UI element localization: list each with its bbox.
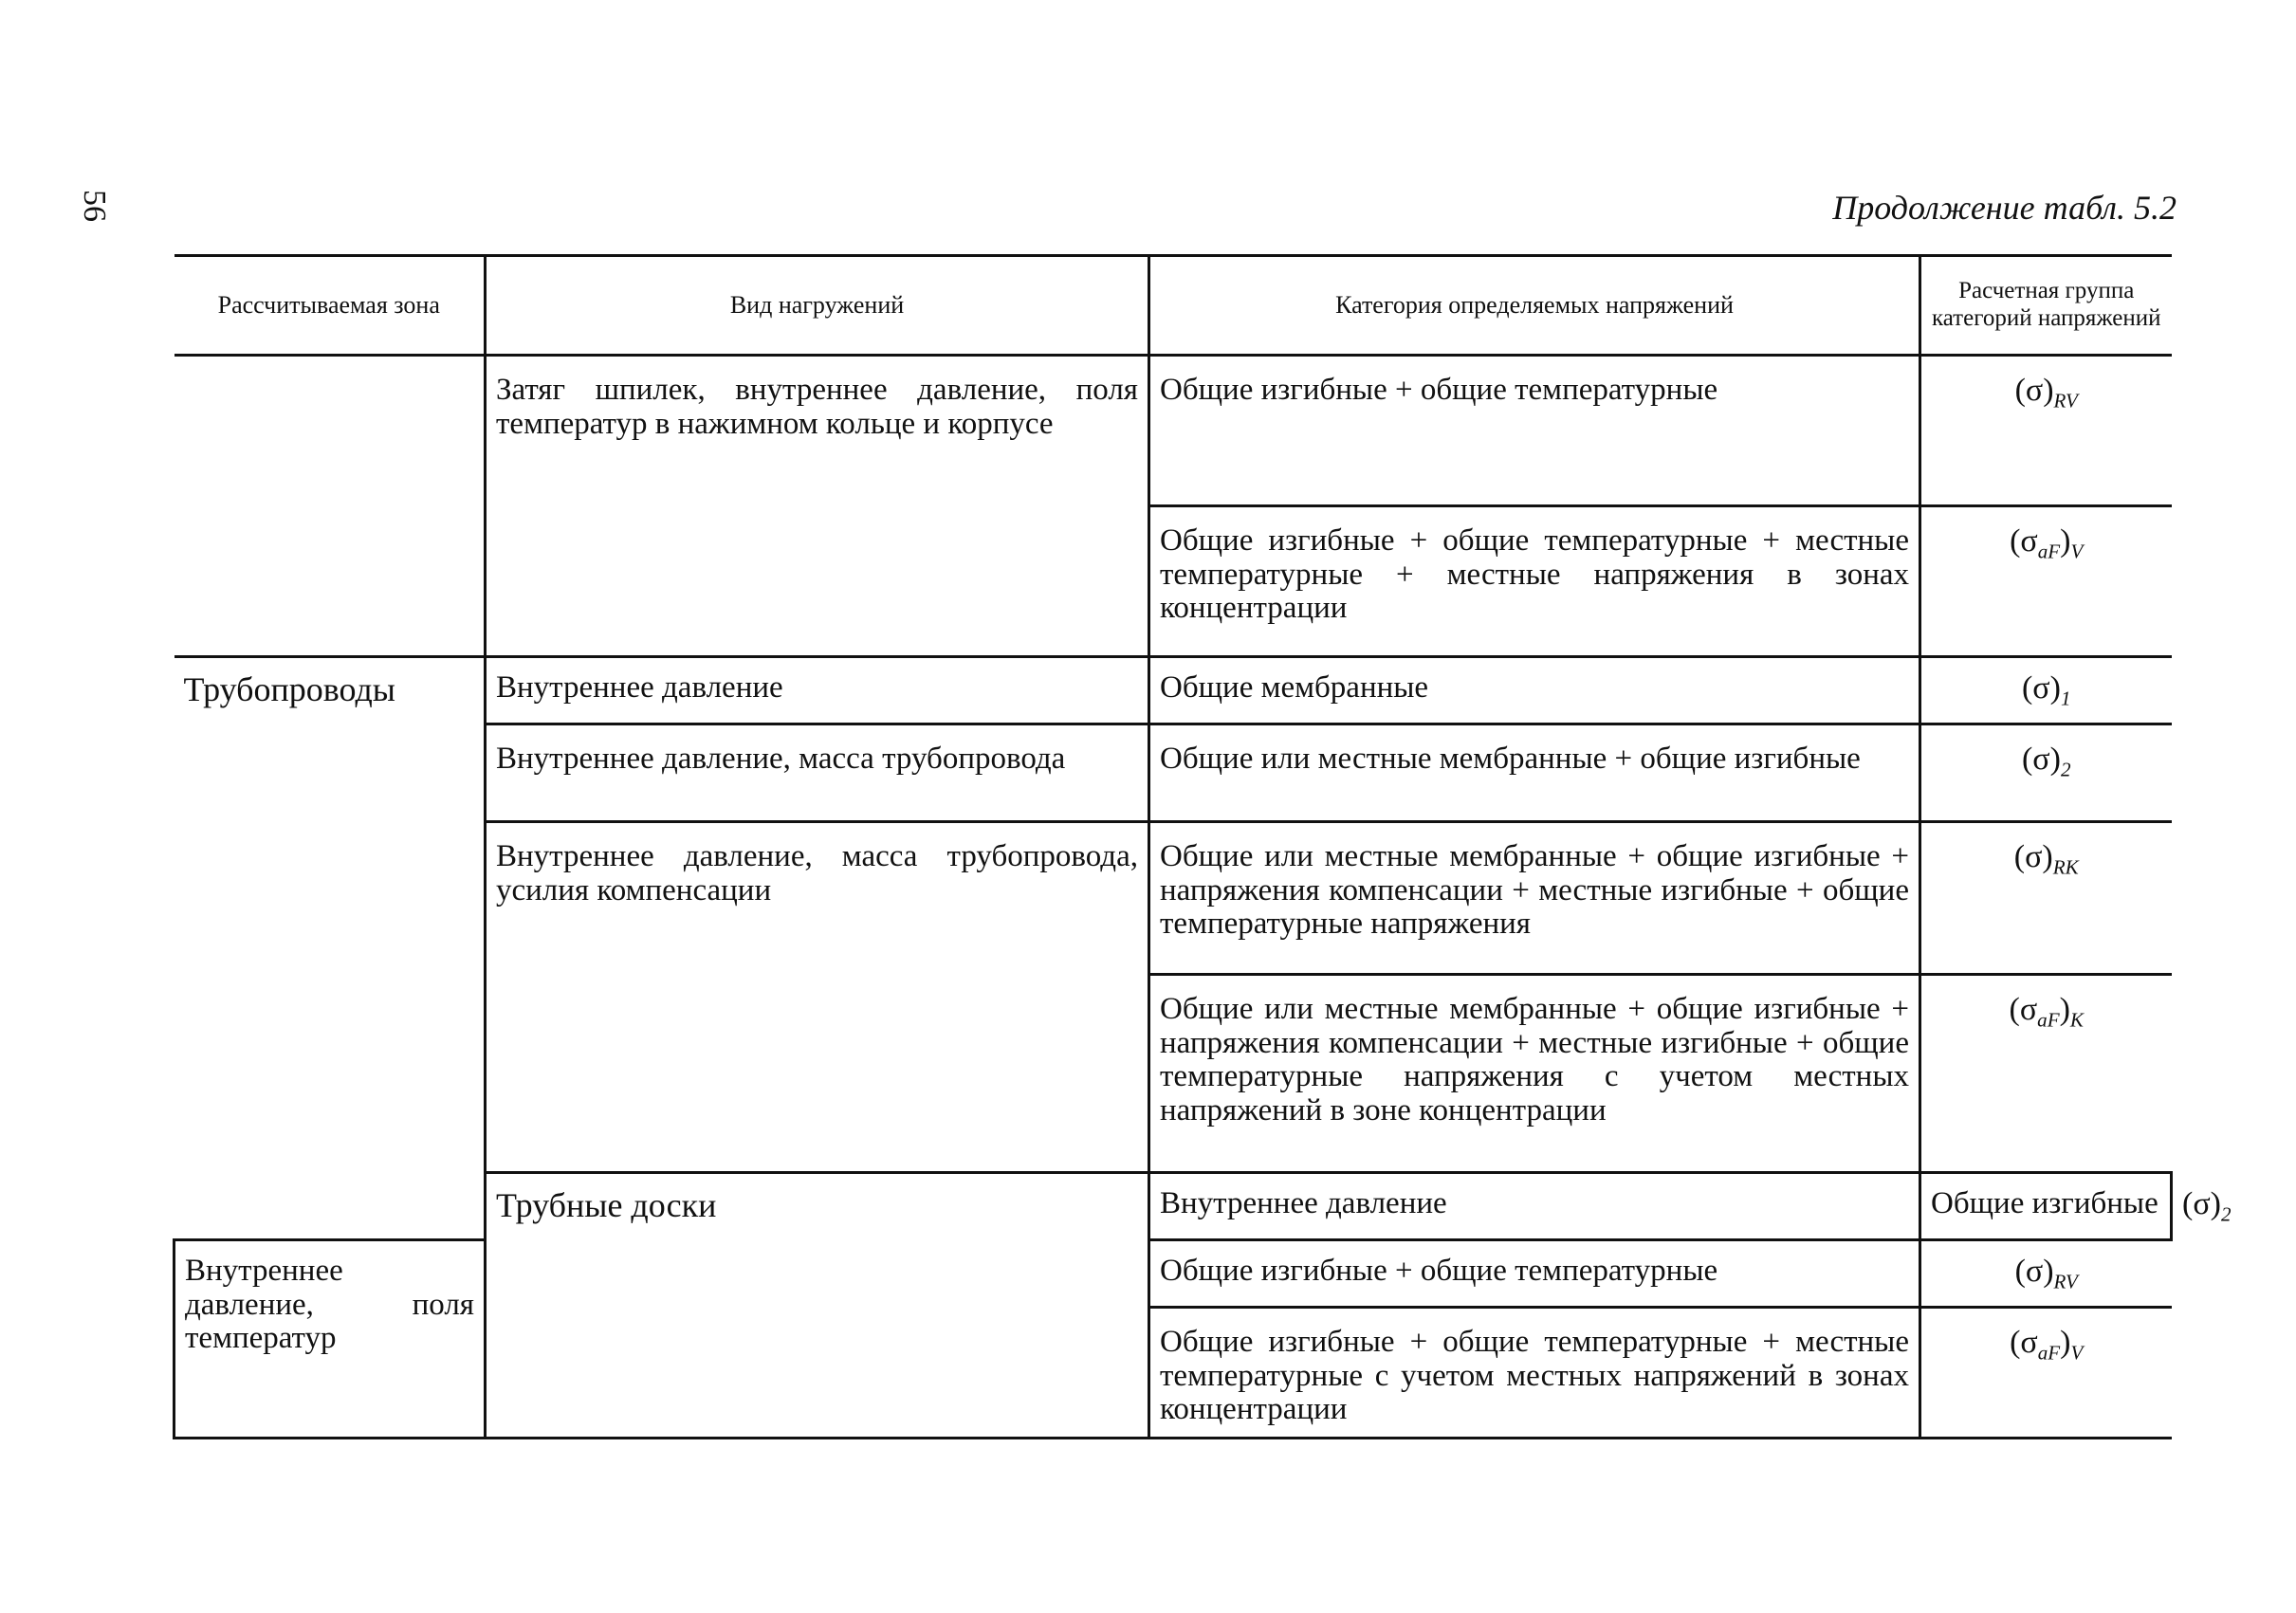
load-cell: Внутреннее давление, поля температур (174, 1240, 486, 1439)
group-symbol: (σ (2010, 1325, 2038, 1360)
header-group: Расчетная группа категорий напряжений (1920, 256, 2172, 356)
group-subscript: V (2070, 1341, 2084, 1365)
group-symbol: (σ) (2021, 670, 2061, 706)
group-cell (1920, 356, 2172, 506)
group-subscript: 2 (2220, 1202, 2232, 1226)
category-cell: Общие изгибные + общие температурные (1149, 356, 1920, 506)
category-cell: Общие или местные мембранные + общие изгибные + напряжения компенсации + местные изгибные + общие температурные напряжения с учетом местных напряжений в зоне концентрации (1149, 975, 1920, 1173)
load-cell: Внутреннее давление, масса трубопровода, усилия компенсации (486, 822, 1149, 1173)
header-zone: Рассчитываемая зона (174, 256, 486, 356)
group-subscript-inner: aF (2037, 1341, 2061, 1365)
group-close: ) (2060, 523, 2071, 559)
load-cell: Внутреннее давление (486, 657, 1149, 724)
category-cell: Общие изгибные (1920, 1173, 2172, 1240)
category-cell: Общие изгибные + общие температурные + местные температурные + местные напряжения в зонах концентрации (1149, 506, 1920, 657)
category-cell: Общие мембранные (1149, 657, 1920, 724)
stress-category-table (173, 254, 2232, 1439)
group-subscript: RK (2052, 855, 2079, 879)
group-subscript: K (2069, 1008, 2084, 1032)
load-cell: Внутреннее давление (1149, 1173, 1920, 1240)
group-cell (1920, 657, 2172, 724)
group-subscript: 2 (2060, 758, 2071, 781)
category-cell: Общие изгибные + общие температурные + местные температурные с учетом местных напряжений в зонах концентрации (1149, 1308, 1920, 1439)
group-subscript: 1 (2060, 687, 2071, 710)
table-row (174, 1240, 2172, 1308)
group-symbol: (σ) (2014, 373, 2054, 408)
group-cell (1920, 506, 2172, 657)
zone-cell (174, 356, 486, 657)
table-continuation-caption: Продолжение табл. 5.2 (1832, 189, 2177, 227)
category-cell: Общие изгибные + общие температурные (1149, 1240, 1920, 1308)
load-cell: Затяг шпилек, внутреннее давление, поля температур в нажимном кольце и корпусе (486, 356, 1149, 657)
group-close: ) (2060, 1325, 2071, 1360)
group-subscript-inner: aF (2037, 540, 2061, 563)
group-subscript: RV (2053, 1270, 2078, 1293)
group-subscript: RV (2053, 389, 2078, 412)
group-cell (1920, 1308, 2172, 1439)
header-category: Категория определяемых напряжений (1149, 256, 1920, 356)
group-subscript: V (2070, 540, 2084, 563)
category-cell: Общие или местные мембранные + общие изгибные + напряжения компенсации + местные изгибные + общие температурные напряжения (1149, 822, 1920, 975)
group-cell (1920, 1240, 2172, 1308)
group-cell (1920, 975, 2172, 1173)
group-symbol: (σ) (2182, 1186, 2221, 1221)
zone-cell: Трубопроводы (174, 657, 486, 1240)
header-load: Вид нагружений (486, 256, 1149, 356)
group-cell (1920, 724, 2172, 822)
group-subscript-inner: aF (2037, 1008, 2060, 1032)
group-symbol: (σ) (2013, 839, 2053, 874)
group-cell (1920, 822, 2172, 975)
page-number: 56 (77, 190, 112, 222)
group-close: ) (2059, 992, 2070, 1027)
group-symbol: (σ) (2021, 742, 2061, 777)
table-row (174, 657, 2172, 724)
category-cell: Общие или местные мембранные + общие изгибные (1149, 724, 1920, 822)
zone-cell: Трубные доски (486, 1173, 1149, 1439)
table-header-row (174, 256, 2172, 356)
group-symbol: (σ) (2014, 1254, 2054, 1289)
group-symbol: (σ (2010, 523, 2038, 559)
table-row (174, 356, 2172, 506)
load-cell: Внутреннее давление, масса трубопровода (486, 724, 1149, 822)
group-symbol: (σ (2009, 992, 2038, 1027)
